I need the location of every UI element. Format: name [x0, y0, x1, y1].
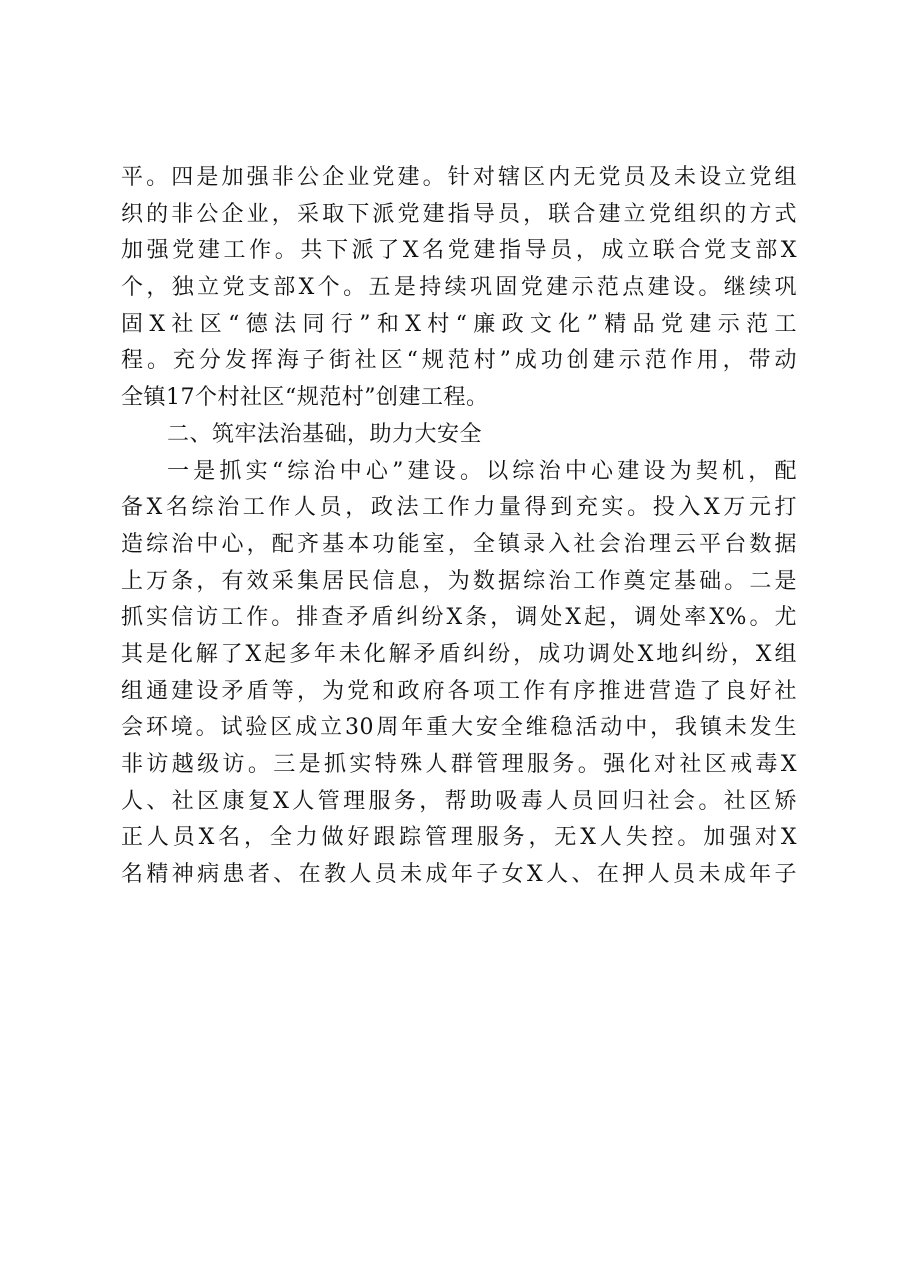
paragraph-2-line: 名精神病患者、在教人员未成年子女X人、在押人员未成年子: [121, 862, 797, 888]
paragraph-1-line: 全镇17个村社区“规范村”创建工程。: [121, 385, 489, 411]
paragraph-1-line: 个，独立党支部X个。五是持续巩固党建示范点建设。继续巩: [121, 275, 797, 301]
paragraph-1-line: 固X社区“德法同行”和X村“廉政文化”精品党建示范工: [121, 311, 797, 337]
paragraph-1-line: 程。充分发挥海子街社区“规范村”成功创建示范作用，带动: [121, 348, 797, 374]
paragraph-2-line: 会环境。试验区成立30周年重大安全维稳活动中，我镇未发生: [121, 715, 797, 741]
paragraph-1: [121, 160, 797, 417]
paragraph-2-line: 组通建设矛盾等，为党和政府各项工作有序推进营造了良好社: [121, 678, 797, 704]
paragraph-2: [121, 454, 797, 894]
document-body: [121, 160, 797, 894]
paragraph-2-line: 非访越级访。三是抓实特殊人群管理服务。强化对社区戒毒X: [121, 752, 797, 777]
paragraph-2-line: 一是抓实“综治中心”建设。以综治中心建设为契机，配: [167, 458, 797, 484]
paragraph-1-line: 加强党建工作。共下派了X名党建指导员，成立联合党支部X: [121, 238, 797, 264]
paragraph-2-line: 人、社区康复X人管理服务，帮助吸毒人员回归社会。社区矫: [121, 788, 797, 814]
paragraph-2-line: 上万条，有效采集居民信息，为数据综治工作奠定基础。二是: [121, 568, 797, 594]
paragraph-2-line: 备X名综治工作人员，政法工作力量得到充实。投入X万元打: [121, 495, 797, 521]
paragraph-2-line: 正人员X名，全力做好跟踪管理服务，无X人失控。加强对X: [121, 825, 797, 851]
section-heading: 二、筑牢法治基础，助力大安全: [167, 421, 483, 447]
paragraph-1-line: 平。四是加强非公企业党建。针对辖区内无党员及未设立党组: [121, 165, 797, 190]
paragraph-1-line: 织的非公企业，采取下派党建指导员，联合建立党组织的方式: [121, 201, 797, 227]
paragraph-2-line: 造综治中心，配齐基本功能室，全镇录入社会治理云平台数据: [121, 531, 797, 557]
paragraph-2-line: 其是化解了X起多年未化解矛盾纠纷，成功调处X地纠纷，X组: [121, 641, 797, 667]
paragraph-2-line: 抓实信访工作。排查矛盾纠纷X条，调处X起，调处率X%。尤: [121, 605, 797, 631]
